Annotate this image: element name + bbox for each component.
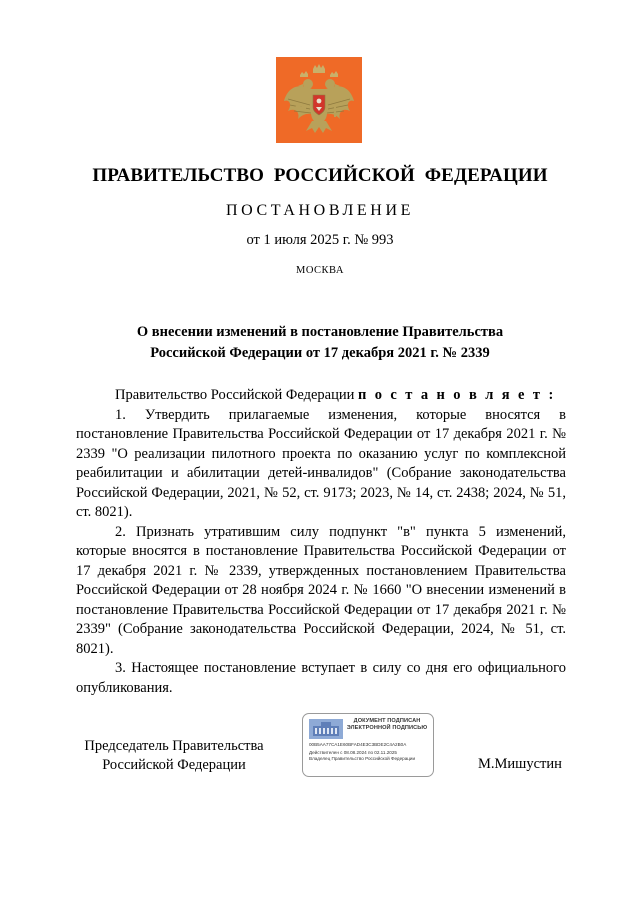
- coat-of-arms-icon: [276, 57, 362, 143]
- paragraph-1: 1. Утвердить прилагаемые изменения, которые вносятся в постановление Правительства Российской Федерации от 17 декабря 2021 г. № 2339 "О реализации пилотного проекта по оказанию услуг по комплексной реабилитации и абилитации детей-инвалидов" (Собрание законодательства Российской Федерации, 2021, № 52, ст. 9173; 2023, № 14, ст. 2438; 2024, № 51, ст. 8021).: [76, 406, 566, 520]
- stamp-heading-line: ЭЛЕКТРОННОЙ ПОДПИСЬЮ: [346, 725, 428, 731]
- government-heading: ПРАВИТЕЛЬСТВО РОССИЙСКОЙ ФЕДЕРАЦИИ: [92, 165, 548, 186]
- document-title-line: О внесении изменений в постановление Правительства: [136, 324, 504, 340]
- stamp-heading-line: ДОКУМЕНТ ПОДПИСАН: [353, 718, 421, 724]
- stamp-certificate: 00B5AA77CA1E60BFAD4E3C3BDE2C4A2B0A: [309, 742, 407, 747]
- stamp-owner: Владелец Правительство Российской Федерации: [309, 756, 416, 761]
- stamp-validity: Действителен с 08.08.2024 по 02.11.2025: [309, 750, 397, 755]
- paragraph-3: 3. Настоящее постановление вступает в силу со дня его официального опубликования.: [76, 660, 566, 696]
- signatory-position-line: Российской Федерации: [102, 757, 246, 773]
- preamble: [76, 386, 566, 406]
- stamp-heading: [345, 718, 429, 732]
- document-city: МОСКВА: [296, 265, 344, 276]
- government-building-icon: [309, 719, 343, 739]
- preamble-verb: п о с т а н о в л я е т :: [357, 387, 556, 403]
- document-date-number: от 1 июля 2025 г. № 993: [246, 232, 394, 248]
- document-title: [0, 322, 640, 364]
- signatory-position: [76, 737, 272, 775]
- russian-coat-of-arms-icon: [276, 57, 362, 143]
- preamble-subject: Правительство Российской Федерации: [115, 387, 358, 403]
- electronic-signature-stamp: [302, 713, 434, 777]
- paragraph-2: 2. Признать утратившим силу подпункт "в" пункта 5 изменений, которые вносятся в постановление Правительства Российской Федерации от 17 декабря 2021 г. № 2339, утвержденных постановлением Правительства Российской Федерации от 28 ноября 2024 г. № 1660 "О внесении изменений в постановление Правительства Российской Федерации от 17 декабря 2021 г. № 2339" (Собрание законодательства Российской Федерации, 2024, № 51, ст. 8021).: [76, 523, 566, 657]
- document-title-line: Российской Федерации от 17 декабря 2021 г. № 2339: [150, 345, 490, 361]
- document-body: [76, 386, 566, 698]
- document-type: ПОСТАНОВЛЕНИЕ: [226, 202, 414, 219]
- signatory-name: М.Мишустин: [478, 756, 562, 772]
- signatory-position-line: Председатель Правительства: [84, 738, 264, 754]
